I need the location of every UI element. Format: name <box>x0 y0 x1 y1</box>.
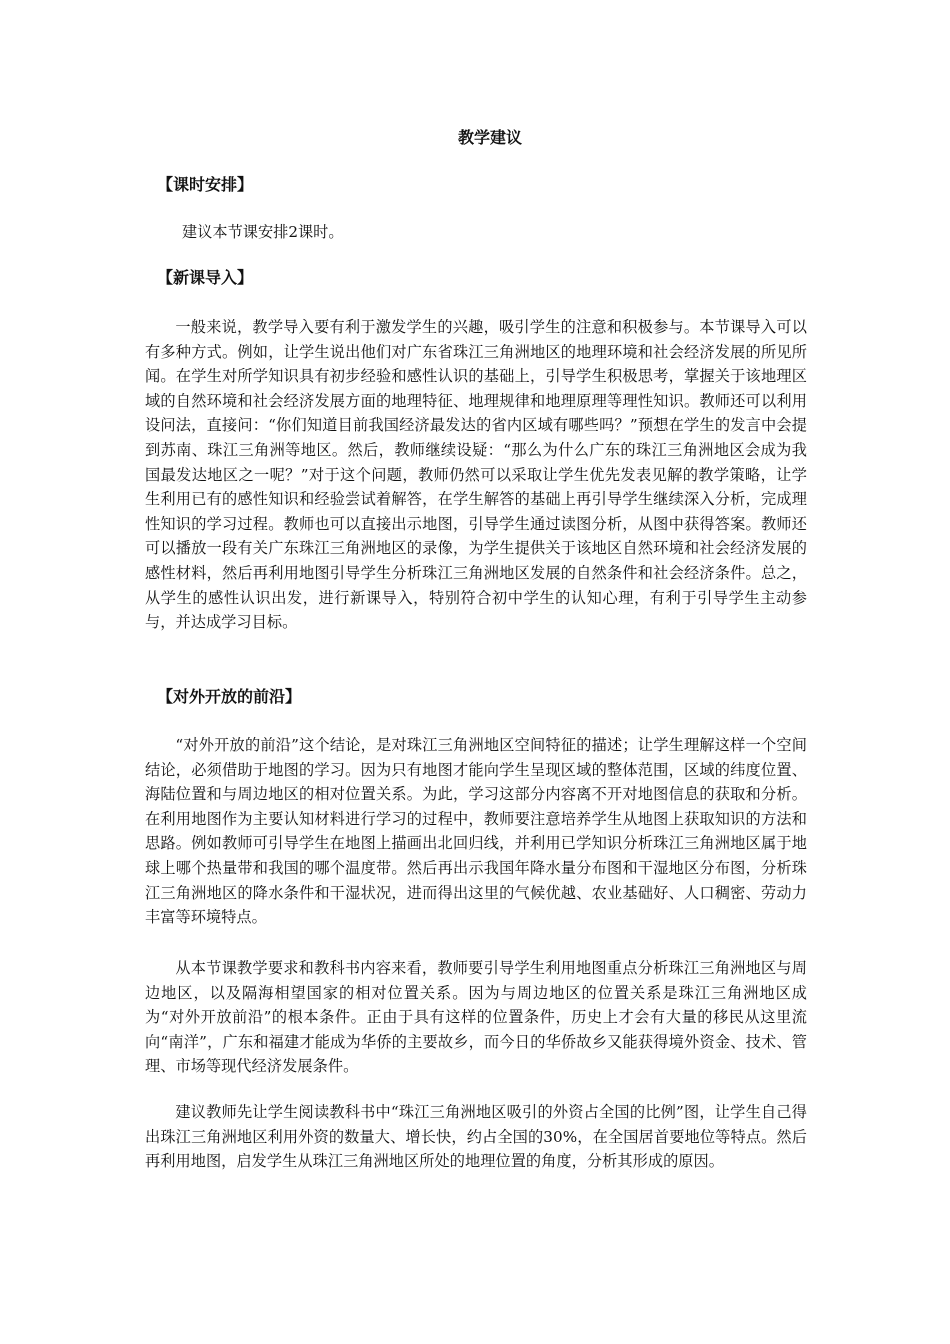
paragraph-schedule: 建议本节课安排2课时。 <box>182 223 344 241</box>
paragraph-intro: 一般来说，教学导入要有利于激发学生的兴趣，吸引学生的注意和积极参与。本节课导入可以有多种方式。例如，让学生说出他们对广东省珠江三角洲地区的地理环境和社会经济发展的所见所闻。在学生对所学知识具有初步经验和感性认识的基础上，引导学生积极思考，掌握关于该地理区域的自然环境和社会经济发展方面的地理特征、地理规律和地理原理等理性知识。教师还可以利用设问法，直接问：“你们知道目前我国经济最发达的省内区域有哪些吗？”预想在学生的发言中会提到苏南、珠江三角洲等地区。然后，教师继续设疑：“那么为什么广东的珠江三角洲地区会成为我国最发达地区之一呢？”对于这个问题，教师仍然可以采取让学生优先发表见解的教学策略，让学生利用已有的感性知识和经验尝试着解答，在学生解答的基础上再引导学生继续深入分析，完成理性知识的学习过程。教师也可以直接出示地图，引导学生通过读图分析，从图中获得答案。教师还可以播放一段有关广东珠江三角洲地区的录像，为学生提供关于该地区自然环境和社会经济发展的感性材料，然后再利用地图引导学生分析珠江三角洲地区发展的自然条件和社会经济条件。总之，从学生的感性认识出发，进行新课导入，特别符合初中学生的认知心理，有利于引导学生主动参与，并达成学习目标。 <box>145 318 807 632</box>
section-heading-schedule: 【课时安排】 <box>157 175 254 194</box>
section-heading-intro: 【新课导入】 <box>157 268 254 287</box>
paragraph-opening-2: 从本节课教学要求和教科书内容来看，教师要引导学生利用地图重点分析珠江三角洲地区与周边地区，以及隔海相望国家的相对位置关系。因为与周边地区的位置关系是珠江三角洲地区成为“对外开放前沿”的根本条件。正由于具有这样的位置条件，历史上才会有大量的移民从这里流向“南洋”，广东和福建才能成为华侨的主要故乡，而今日的华侨故乡又能获得境外资金、技术、管理、市场等现代经济发展条件。 <box>145 959 807 1076</box>
section-heading-opening: 【对外开放的前沿】 <box>157 687 302 706</box>
document-title: 教学建议 <box>457 128 522 147</box>
paragraph-opening-3: 建议教师先让学生阅读教科书中“珠江三角洲地区吸引的外资占全国的比例”图，让学生自己得出珠江三角洲地区利用外资的数量大、增长快，约占全国的30%，在全国居首要地位等特点。然后再利用地图，启发学生从珠江三角洲地区所处的地理位置的角度，分析其形成的原因。 <box>145 1103 807 1171</box>
paragraph-opening-1: “对外开放的前沿”这个结论，是对珠江三角洲地区空间特征的描述；让学生理解这样一个空间结论，必须借助于地图的学习。因为只有地图才能向学生呈现区域的整体范围，区域的纬度位置、海陆位置和与周边地区的相对位置关系。为此，学习这部分内容离不开对地图信息的获取和分析。在利用地图作为主要认知材料进行学习的过程中，教师要注意培养学生从地图上获取知识的方法和思路。例如教师可引导学生在地图上描画出北回归线，并利用已学知识分析珠江三角洲地区属于地球上哪个热量带和我国的哪个温度带。然后再出示我国年降水量分布图和干湿地区分布图，分析珠江三角洲地区的降水条件和干湿状况，进而得出这里的气候优越、农业基础好、人口稠密、劳动力丰富等环境特点。 <box>145 736 807 927</box>
